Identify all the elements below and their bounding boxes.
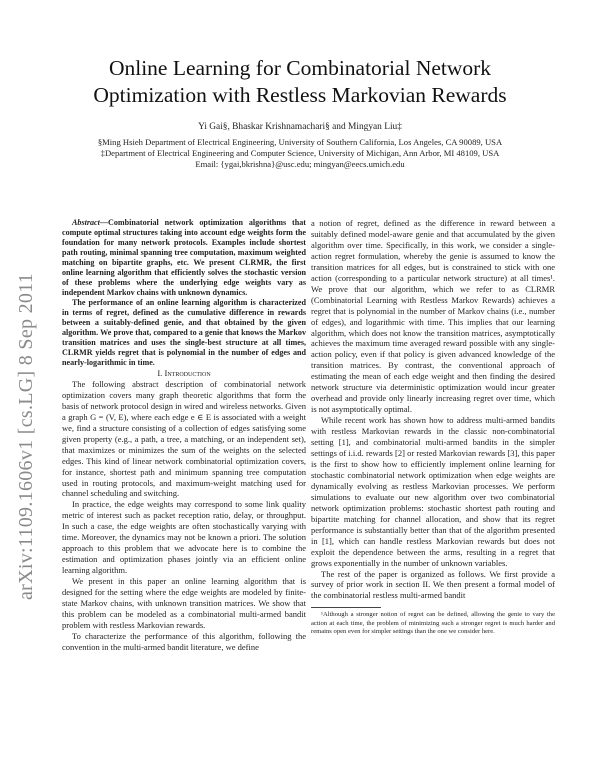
affiliation-umich: ‡Department of Electrical Engineering and Computer Science, University of Michigan, Ann Arbor, MI 48109, USA <box>100 148 500 158</box>
footnote-1: ¹Although a stronger notion of regret can be defined, allowing the genie to vary the action at each time, the problem of minimizing such a stronger regret is much harder and remains open even for simpler settings than the one we consider here. <box>311 611 555 635</box>
intro-paragraph-1: The following abstract description of combinatorial network optimization covers many graph theoretic algorithms that form the basis of network protocol design in wired and wireless networks. Given a graph G = (V, E), where each edge e ∈ E is associated with a weight we, find a structure consisting of a collection of edges satisfying some given property (e.g., a path, a tree, a matching, or an independent set), that maximizes or minimizes the sum of the weights on the selected edges. This kind of linear network combinatorial optimization covers, for instance, shortest path and minimum spanning tree computation used in routing protocols, and maximum-weight matching used for channel scheduling and switching. <box>62 378 306 499</box>
right-paragraph-2: While recent work has shown how to address multi-armed bandits with restless Markovian rewards in the classic non-combinatorial setting [1], and combinatorial multi-armed bandits in the simpler settings of i.i.d. rewards [2] or rested Markovian rewards [3], this paper is the first to show how to efficiently implement online learning for stochastic combinatorial network optimization when edge weights are dynamically evolving as restless Markovian processes. We perform simulations to evaluate our new algorithm over two combinatorial network optimization problems: stochastic shortest path routing and bipartite matching for channel allocation, and show that its regret performance is substantially better than that of the algorithm presented in [1], which can handle restless Markovian rewards but does not exploit the dependence between the arms, resulting in a regret that grows exponentially in the number of unknown variables. <box>311 415 555 568</box>
abstract-text-1: —Combinatorial network optimization algorithms that compute optimal structures taking into account edge weights form the foundation for many network protocols. Examples include shortest path routing, minimal spanning tree computation, maximum weighted matching on bipartite graphs, etc. We present CLRMR, the first online learning algorithm that efficiently solves the stochastic version of these problems where the underlying edge weights vary as independent Markov chains with unknown dynamics. <box>62 218 306 297</box>
intro-paragraph-4: To characterize the performance of this algorithm, following the convention in the multi-armed bandit literature, we define <box>62 630 306 652</box>
title-line-1: Online Learning for Combinatorial Network <box>108 56 492 80</box>
email-line: Email: {ygai,bkrishna}@usc.edu; mingyan@eecs.umich.edu <box>195 159 405 169</box>
intro-paragraph-2: In practice, the edge weights may correspond to some link quality metric of interest such as packet reception ratio, delay, or throughput. In such a case, the edge weights are often stochastically varying with time. Moreover, the dynamics may not be known a priori. The solution approach to this problem that we advocate here is to combine the estimation and optimization phases jointly via an efficient online learning algorithm. <box>62 499 306 576</box>
abstract-paragraph-2: The performance of an online learning algorithm is characterized in terms of regret, defined as the cumulative difference in rewards between a suitably-defined genie, and that obtained by the given algorithm. We prove that, compared to a genie that knows the Markov transition matrices and uses the single-best structure at all times, CLRMR yields regret that is polynomial in the number of edges and nearly-logarithmic in time. <box>62 298 306 367</box>
intro-paragraph-3: We present in this paper an online learning algorithm that is designed for the setting where the edge weights are modeled by finite-state Markov chains, with unknown transition matrices. We show that this problem can be modeled as a combinatorial multi-armed bandit problem with restless Markovian rewards. <box>62 576 306 630</box>
title-line-2: Optimization with Restless Markovian Rewards <box>93 83 507 107</box>
right-paragraph-3: The rest of the paper is organized as follows. We first provide a survey of prior work in section II. We then present a formal model of the combinatorial restless multi-armed bandit <box>311 568 555 601</box>
section-heading-introduction: I. Introduction <box>157 368 211 378</box>
right-paragraph-1: a notion of regret, defined as the difference in reward between a suitably defined model-aware genie and that accumulated by the given algorithm over time. Specifically, in this work, we consider a single-action regret formulation, whereby the genie is assumed to know the transition matrices for all edges, but is constrained to stick with one action (corresponding to a particular network structure) at all times¹. We prove that our algorithm, which we refer to as CLRMR (Combinatorial Learning with Restless Markov Rewards) achieves a regret that is polynomial in the number of Markov chains (i.e., number of edges), and logarithmic with time. This implies that our learning algorithm, which does not know the transition matrices, asymptotically achieves the maximum time averaged reward possible with any single-action policy, even if that policy is given advanced knowledge of the transition matrices. By contrast, the conventional approach of estimating the mean of each edge weight and then finding the desired network structure via deterministic optimization would incur greater overhead and provide only linearly increasing regret over time, which is not asymptotically optimal. <box>311 218 555 415</box>
abstract-paragraph-1 <box>62 218 306 298</box>
affiliation-usc: §Ming Hsieh Department of Electrical Engineering, University of Southern California, Los Angeles, CA 90089, USA <box>97 137 503 147</box>
authors: Yi Gai§, Bhaskar Krishnamachari§ and Mingyan Liu‡ <box>198 122 402 132</box>
abstract-label: Abstract <box>72 218 100 227</box>
left-column <box>62 218 306 653</box>
footnote-divider <box>311 607 381 608</box>
arxiv-identifier: arXiv:1109.1606v1 [cs.LG] 8 Sep 2011 <box>15 272 37 600</box>
right-column <box>311 218 555 636</box>
paper-title <box>0 55 600 109</box>
